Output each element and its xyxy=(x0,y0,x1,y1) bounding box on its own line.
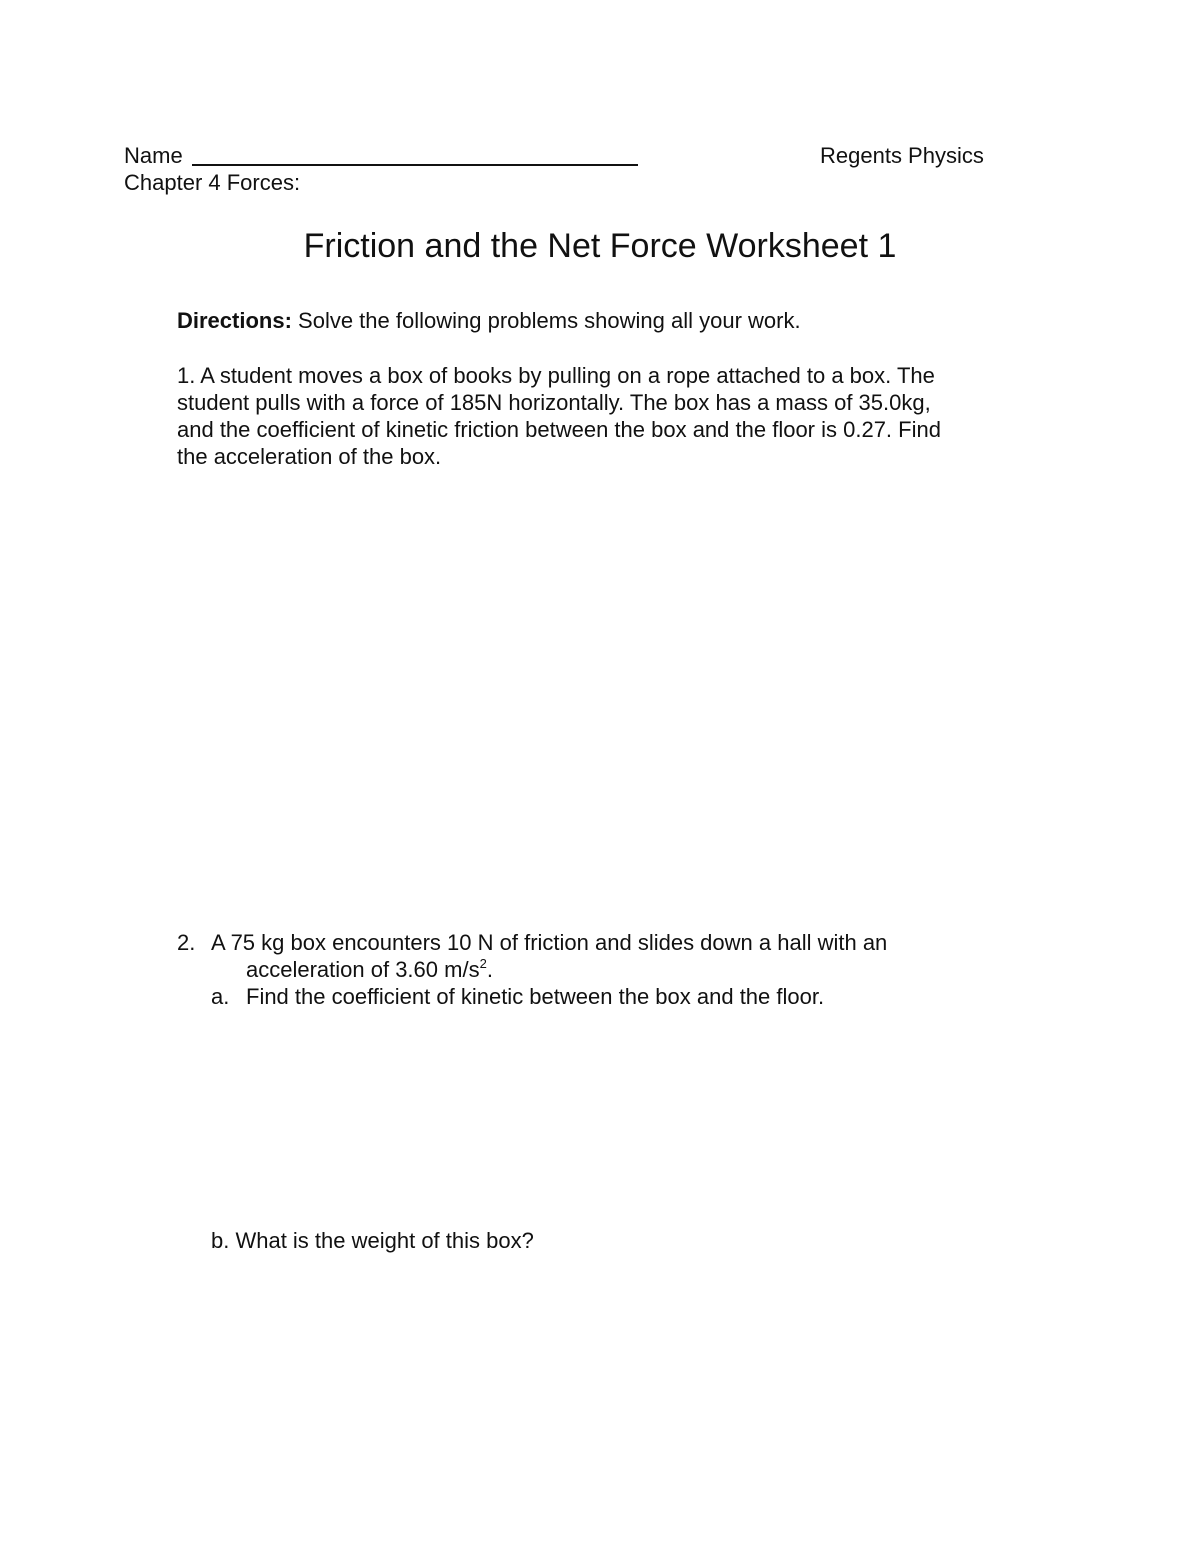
question-1-line: student pulls with a force of 185N horizontally. The box has a mass of 35.0kg, xyxy=(177,390,931,415)
question-2-acceleration-text: acceleration of 3.60 m/s xyxy=(246,957,480,982)
directions-text: Solve the following problems showing all your work. xyxy=(291,308,801,333)
question-1-line: 1. A student moves a box of books by pulling on a rope attached to a box. The xyxy=(177,363,935,388)
question-1 xyxy=(177,362,1017,470)
question-2-line: A 75 kg box encounters 10 N of friction and slides down a hall with an xyxy=(211,930,888,955)
question-2-period: . xyxy=(486,957,493,982)
superscript-exponent: 2 xyxy=(479,956,487,971)
directions-label: Directions: xyxy=(177,308,292,333)
directions xyxy=(177,307,801,334)
chapter-label: Chapter 4 Forces: xyxy=(124,170,301,195)
name-blank-line[interactable] xyxy=(192,164,638,166)
question-2b-text: b. What is the weight of this box? xyxy=(211,1228,534,1253)
question-2-number: 2. xyxy=(177,930,196,955)
question-2-line xyxy=(246,956,493,983)
question-1-line: and the coefficient of kinetic friction between the box and the floor is 0.27. Find xyxy=(177,417,941,442)
question-1-line: the acceleration of the box. xyxy=(177,444,442,469)
question-2a-marker: a. xyxy=(211,984,230,1009)
course-name: Regents Physics xyxy=(820,143,984,168)
name-label: Name xyxy=(124,143,183,168)
question-2a-text: Find the coefficient of kinetic between the box and the floor. xyxy=(246,984,825,1009)
worksheet-title: Friction and the Net Force Worksheet 1 xyxy=(303,227,897,265)
